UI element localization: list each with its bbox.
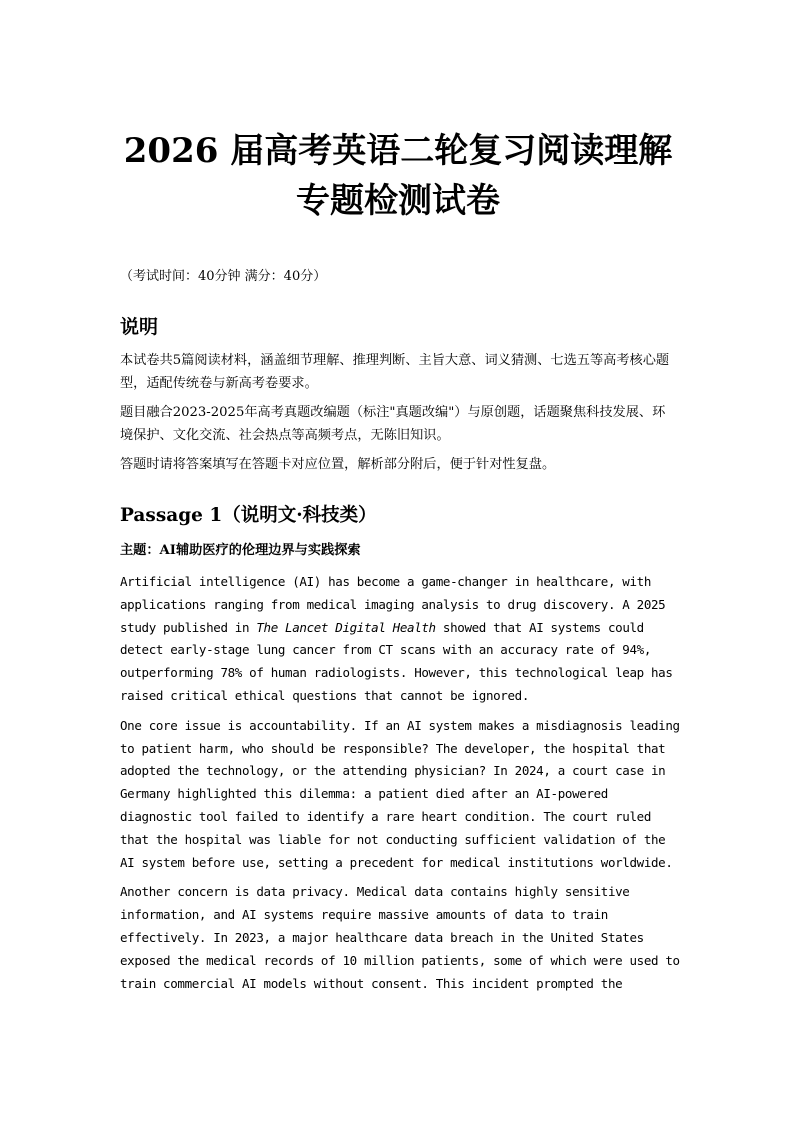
- paragraph-1-text-start: Artificial intelligence (AI) has become a game-changer in healthcare, with applications ranging from medical imaging analysis to drug discovery. A 2025 study published in: [120, 574, 666, 635]
- document-title: [120, 126, 676, 226]
- journal-name: The Lancet Digital Health: [256, 619, 436, 635]
- title-line-2: 专题检测试卷: [296, 181, 500, 221]
- passage-1-heading: Passage 1（说明文·科技类）: [120, 505, 377, 526]
- notes-heading: 说明: [120, 316, 159, 338]
- passage-1-topic: 主题：AI辅助医疗的伦理边界与实践探索: [120, 543, 361, 558]
- passage-paragraph-2: One core issue is accountability. If an AI system makes a misdiagnosis leading to patient harm, who should be responsible? The developer, the hospital that adopted the technology, or the attending physician? In 2024, a court case in Germany highlighted this dilemma: a patient died after an AI-powered diagnostic tool failed to identify a rare heart condition. The court ruled that the hospital was liable for not conducting sufficient validation of the AI system before use, setting a precedent for medical institutions worldwide.: [120, 717, 680, 870]
- notes-section: [120, 349, 676, 482]
- notes-paragraph-3: 答题时请将答案填写在答题卡对应位置，解析部分附后，便于针对性复盘。: [120, 457, 556, 472]
- passage-paragraph-3: Another concern is data privacy. Medical data contains highly sensitive information, and AI systems require massive amounts of data to train effectively. In 2023, a major healthcare data breach in the United States exposed the medical records of 10 million patients, some of which were used to train commercial AI models without consent. This incident prompted the: [120, 884, 680, 991]
- title-line-1: 2026 届高考英语二轮复习阅读理解: [123, 131, 673, 171]
- exam-info: （考试时间：40分钟 满分：40分）: [120, 269, 327, 284]
- passage-paragraph-1: [120, 571, 680, 708]
- passage-1-body: [120, 571, 680, 1002]
- notes-paragraph-2: 题目融合2023-2025年高考真题改编题（标注"真题改编"）与原创题，话题聚焦科技发展、环境保护、文化交流、社会热点等高频考点，无陈旧知识。: [120, 405, 666, 443]
- paragraph-1-text-end: showed that AI systems could detect early-stage lung cancer from CT scans with an accuracy rate of 94%, outperforming 78% of human radiologists. However, this technological leap has raised critical ethical questions that cannot be ignored.: [120, 619, 673, 703]
- notes-paragraph-1: 本试卷共5篇阅读材料，涵盖细节理解、推理判断、主旨大意、词义猜测、七选五等高考核心题型，适配传统卷与新高考卷要求。: [120, 353, 670, 391]
